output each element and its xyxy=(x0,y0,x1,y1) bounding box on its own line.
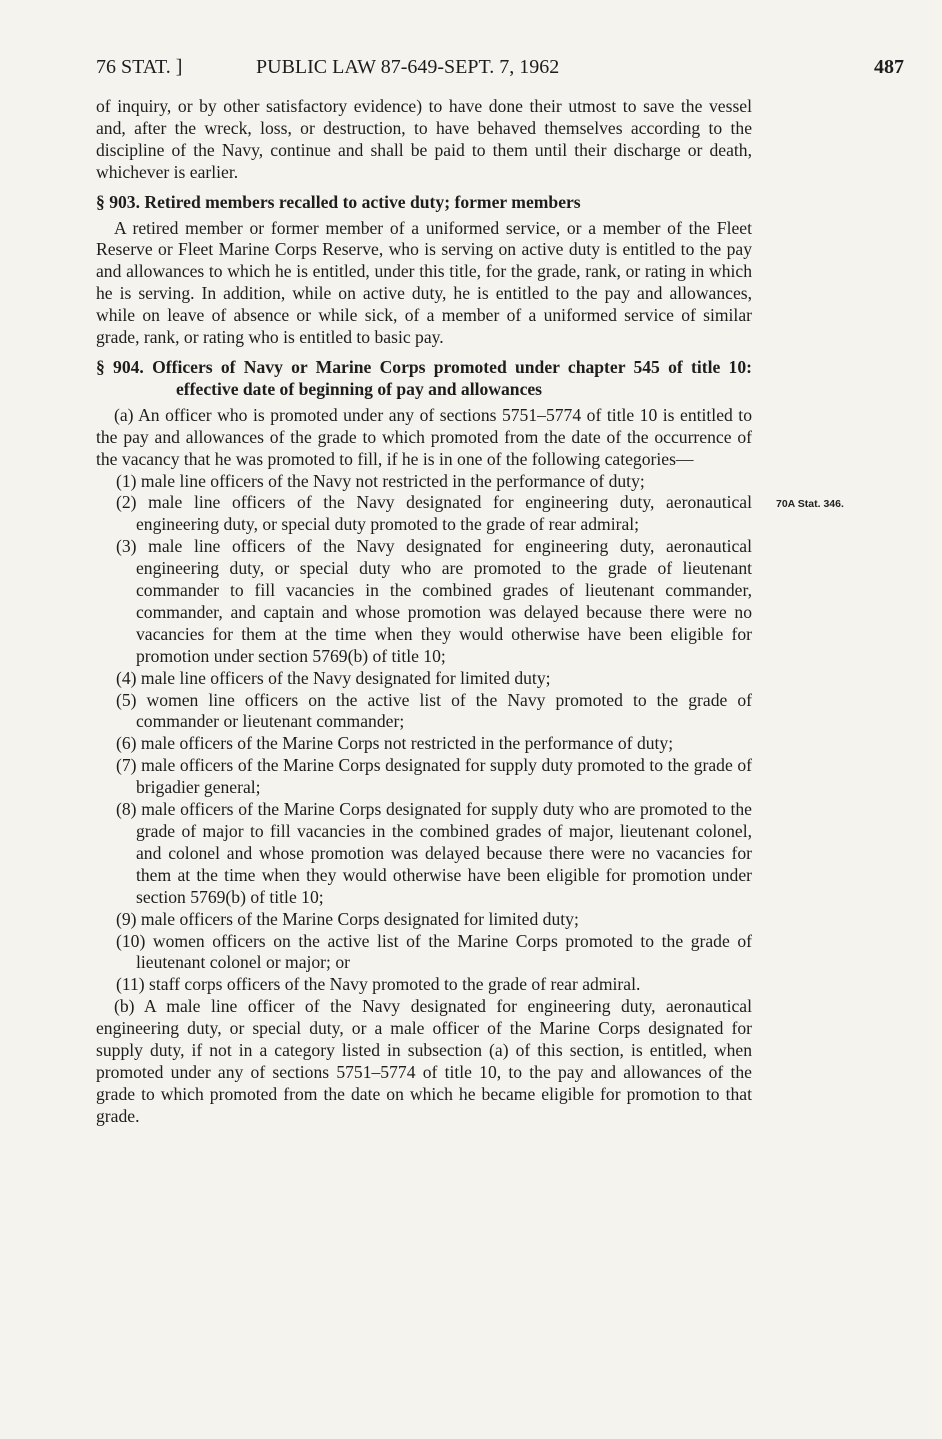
list-item: (2) male line officers of the Navy designated for engineering duty, aeronautical engineering duty, or special duty promoted to the grade of rear admiral; xyxy=(116,492,752,535)
list-item: (3) male line officers of the Navy designated for engineering duty, aeronautical engineering duty, or special duty who are promoted to the grade of lieutenant commander to fill vacancies in the combined grades of lieutenant commander, commander, and captain and whose promotion was delayed because there were no vacancies for them at the time when they would otherwise have been eligible for promotion under section 5769(b) of title 10; xyxy=(116,536,752,666)
list-item: (1) male line officers of the Navy not restricted in the performance of duty; xyxy=(116,470,645,491)
list-item: (9) male officers of the Marine Corps designated for limited duty; xyxy=(116,908,579,929)
list-item: (6) male officers of the Marine Corps not restricted in the performance of duty; xyxy=(116,733,674,754)
page-body xyxy=(96,96,752,1128)
margin-citation: 70A Stat. 346. xyxy=(776,498,844,510)
section-903-heading: § 903. Retired members recalled to active duty; former members xyxy=(96,191,581,212)
list-item: (8) male officers of the Marine Corps designated for supply duty who are promoted to the grade of major to fill vacancies in the combined grades of major, lieutenant colonel, and colonel and whose promotion was delayed because there were no vacancies for them at the time when they would otherwise have been eligible for promotion under section 5769(b) of title 10; xyxy=(116,799,752,907)
subsection-b: (b) A male line officer of the Navy designated for engineering duty, aeronautical engineering duty, or special duty, or a male officer of the Marine Corps designated for supply duty, if not in a category listed in subsection (a) of this section, is entitled, when promoted under any of sections 5751–5774 of title 10, to the pay and allowances of the grade to which promoted from the date on which he became eligible for promotion to that grade. xyxy=(96,996,752,1126)
list-item: (7) male officers of the Marine Corps designated for supply duty promoted to the grade of brigadier general; xyxy=(116,755,752,798)
list-item: (4) male line officers of the Navy designated for limited duty; xyxy=(116,667,551,688)
section-903-text: A retired member or former member of a uniformed service, or a member of the Fleet Reserve or Fleet Marine Corps Reserve, who is serving on active duty is entitled to the pay and allowances to which he is entitled, under this title, for the grade, rank, or rating in which he is serving. In addition, while on active duty, he is entitled to the pay and allowances, while on leave of absence or while sick, of a member of a uniformed service of similar grade, rank, or rating who is entitled to basic pay. xyxy=(96,217,752,348)
list-item: (10) women officers on the active list of the Marine Corps promoted to the grade of lieutenant colonel or major; or xyxy=(116,930,752,973)
running-title: PUBLIC LAW 87-649-SEPT. 7, 1962 xyxy=(256,56,560,78)
volume-reference: 76 STAT. ] xyxy=(96,56,183,78)
list-item: (11) staff corps officers of the Navy promoted to the grade of rear admiral. xyxy=(116,974,641,995)
subsection-a: (a) An officer who is promoted under any of sections 5751–5774 of title 10 is entitled to the pay and allowances of the grade to which promoted from the date of the occurrence of the vacancy that he was promoted to fill, if he is in one of the following categories— xyxy=(96,404,752,469)
page-header xyxy=(96,56,904,86)
page-number: 487 xyxy=(874,56,904,78)
continued-paragraph: of inquiry, or by other satisfactory evidence) to have done their utmost to save the vessel and, after the wreck, loss, or destruction, to have behaved themselves according to the discipline of the Navy, continue and shall be paid to them until their discharge or death, whichever is earlier. xyxy=(96,96,752,182)
list-item: (5) women line officers on the active list of the Navy promoted to the grade of commander or lieutenant commander; xyxy=(116,689,752,732)
section-904-heading: § 904. Officers of Navy or Marine Corps promoted under chapter 545 of title 10: effective date of beginning of pay and allowances xyxy=(96,356,752,399)
